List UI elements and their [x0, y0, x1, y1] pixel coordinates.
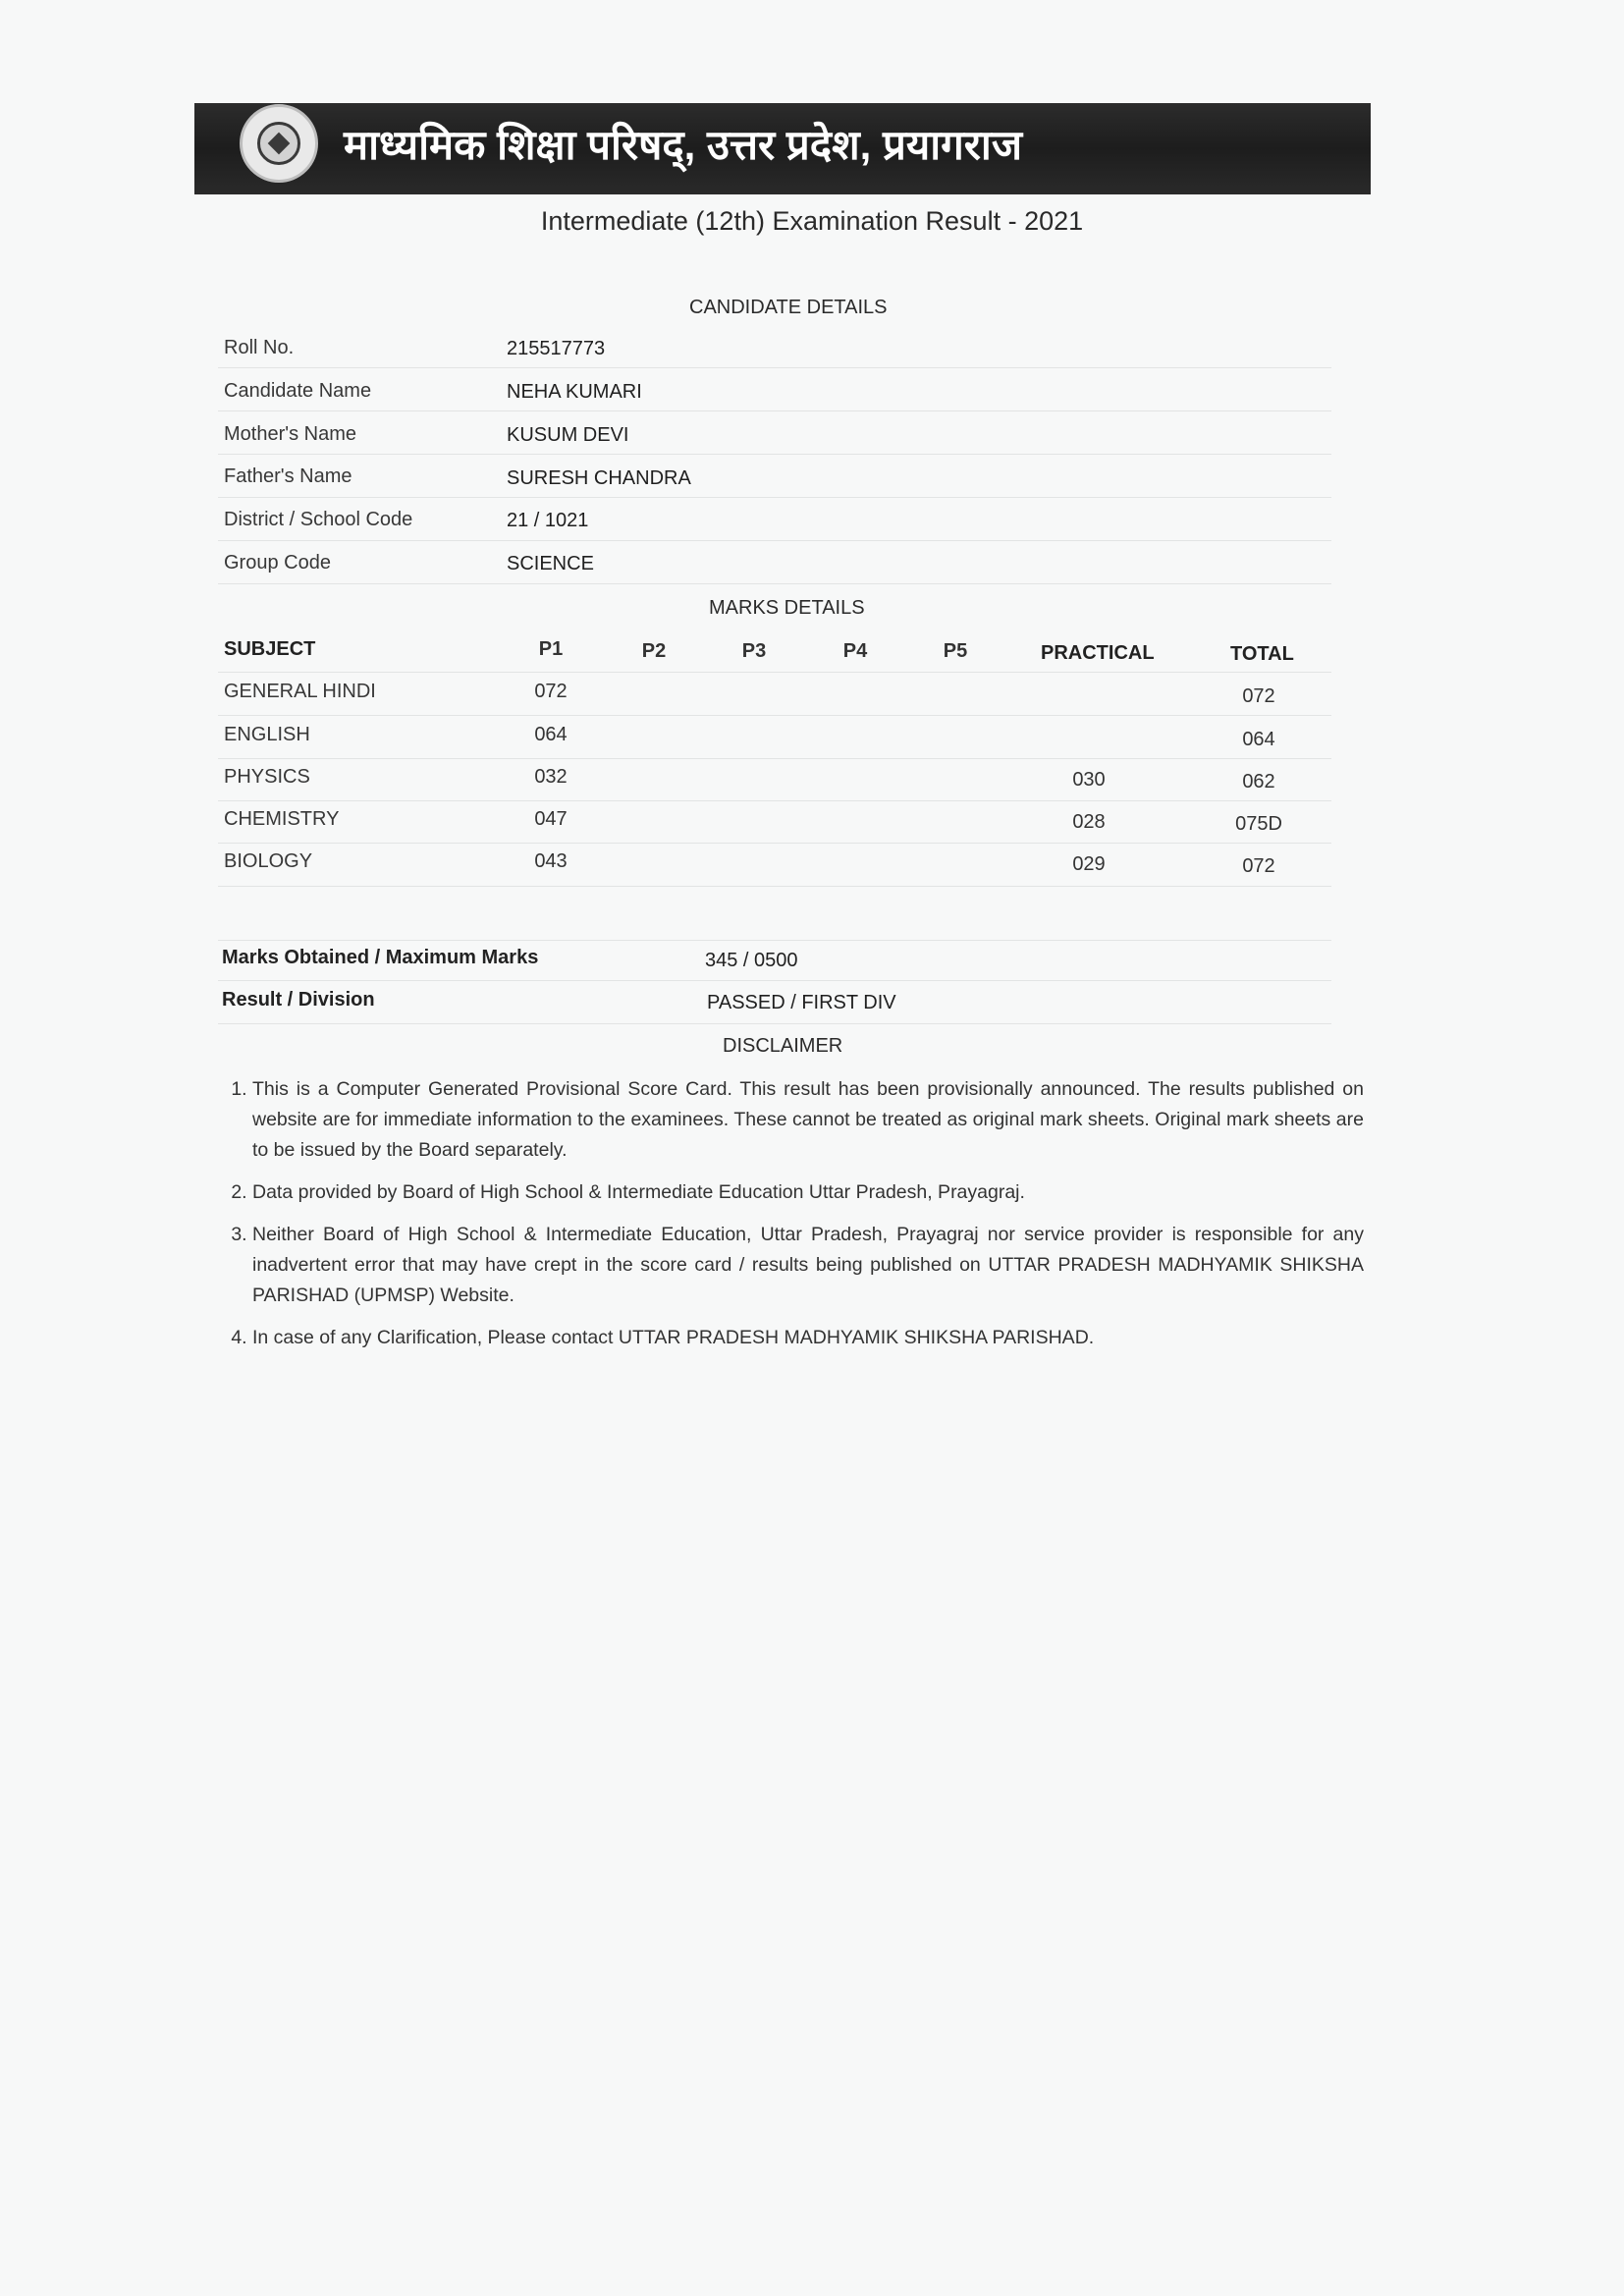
disclaimer-list — [220, 1074, 1364, 1365]
group-code-value: SCIENCE — [507, 553, 594, 574]
father-name-value: SURESH CHANDRA — [507, 467, 691, 489]
row-divider — [218, 980, 1331, 981]
roll-no-value: 215517773 — [507, 338, 606, 359]
total-cell: 075D — [1235, 813, 1282, 835]
candidate-name-label: Candidate Name — [224, 380, 372, 402]
district-school-code-value: 21 / 1021 — [507, 510, 589, 531]
total-cell: 064 — [1242, 729, 1275, 750]
row-divider — [218, 672, 1331, 673]
row-divider — [218, 454, 1331, 455]
column-header-p2: P2 — [641, 640, 667, 662]
disclaimer-item: 2. Data provided by Board of High School & Intermediate Education Uttar Pradesh, Prayagraj. — [252, 1177, 1364, 1208]
column-header-p1: P1 — [538, 638, 564, 660]
subject-cell: PHYSICS — [224, 766, 310, 788]
row-divider — [218, 367, 1331, 368]
p1-cell: 072 — [534, 681, 568, 702]
row-divider — [218, 497, 1331, 498]
p1-cell: 043 — [534, 850, 568, 872]
disclaimer-item: 4. In case of any Clarification, Please contact UTTAR PRADESH MADHYAMIK SHIKSHA PARISHAD. — [252, 1323, 1364, 1353]
row-divider — [218, 1023, 1331, 1024]
row-divider — [218, 940, 1331, 941]
practical-cell: 028 — [1072, 811, 1106, 833]
subject-cell: ENGLISH — [224, 724, 310, 745]
total-cell: 072 — [1242, 855, 1275, 877]
subject-cell: CHEMISTRY — [224, 808, 340, 830]
row-divider — [218, 758, 1331, 759]
column-header-p3: P3 — [741, 640, 767, 662]
total-cell: 072 — [1242, 685, 1275, 707]
roll-no-label: Roll No. — [224, 337, 295, 358]
total-cell: 062 — [1242, 771, 1275, 793]
column-header-practical: PRACTICAL — [1041, 642, 1155, 664]
row-divider — [218, 540, 1331, 541]
column-header-total: TOTAL — [1230, 643, 1294, 665]
district-school-code-label: District / School Code — [224, 509, 413, 530]
row-divider — [218, 410, 1331, 411]
marks-obtained-value: 345 / 0500 — [705, 950, 798, 971]
exam-title: Intermediate (12th) Examination Result - 2021 — [540, 206, 1084, 236]
candidate-details-heading: CANDIDATE DETAILS — [689, 297, 888, 318]
row-divider — [218, 886, 1331, 887]
result-division-label: Result / Division — [222, 989, 375, 1011]
subject-cell: GENERAL HINDI — [224, 681, 376, 702]
column-header-p4: P4 — [842, 640, 868, 662]
disclaimer-heading: DISCLAIMER — [723, 1035, 843, 1057]
disclaimer-item: 3. Neither Board of High School & Intermediate Education, Uttar Pradesh, Prayagraj nor service provider is responsible for any inadvertent error that may have crept in the score card / results being published on UTTAR PRADESH MADHYAMIK SHIKSHA PARISHAD (UPMSP) Website. — [252, 1220, 1364, 1311]
p1-cell: 047 — [534, 808, 568, 830]
disclaimer-item: 1. This is a Computer Generated Provisional Score Card. This result has been provisionally announced. The results published on website are for immediate information to the examinees. These cannot be treated as original mark sheets. Original mark sheets are to be issued by the Board separately. — [252, 1074, 1364, 1166]
row-divider — [218, 715, 1331, 716]
practical-cell: 029 — [1072, 853, 1106, 875]
practical-cell: 030 — [1072, 769, 1106, 791]
board-title: माध्यमिक शिक्षा परिषद्, उत्तर प्रदेश, प्रयागराज — [344, 122, 1022, 168]
column-header-p5: P5 — [943, 640, 968, 662]
column-header-subject: SUBJECT — [224, 638, 316, 660]
row-divider — [218, 843, 1331, 844]
result-division-value: PASSED / FIRST DIV — [707, 992, 896, 1013]
group-code-label: Group Code — [224, 552, 331, 574]
p1-cell: 064 — [534, 724, 568, 745]
row-divider — [218, 583, 1331, 584]
subject-cell: BIOLOGY — [224, 850, 313, 872]
mother-name-value: KUSUM DEVI — [507, 424, 629, 446]
marks-obtained-label: Marks Obtained / Maximum Marks — [222, 947, 539, 968]
mother-name-label: Mother's Name — [224, 423, 356, 445]
candidate-name-value: NEHA KUMARI — [507, 381, 642, 403]
p1-cell: 032 — [534, 766, 568, 788]
row-divider — [218, 800, 1331, 801]
father-name-label: Father's Name — [224, 465, 352, 487]
marks-details-heading: MARKS DETAILS — [709, 597, 865, 619]
